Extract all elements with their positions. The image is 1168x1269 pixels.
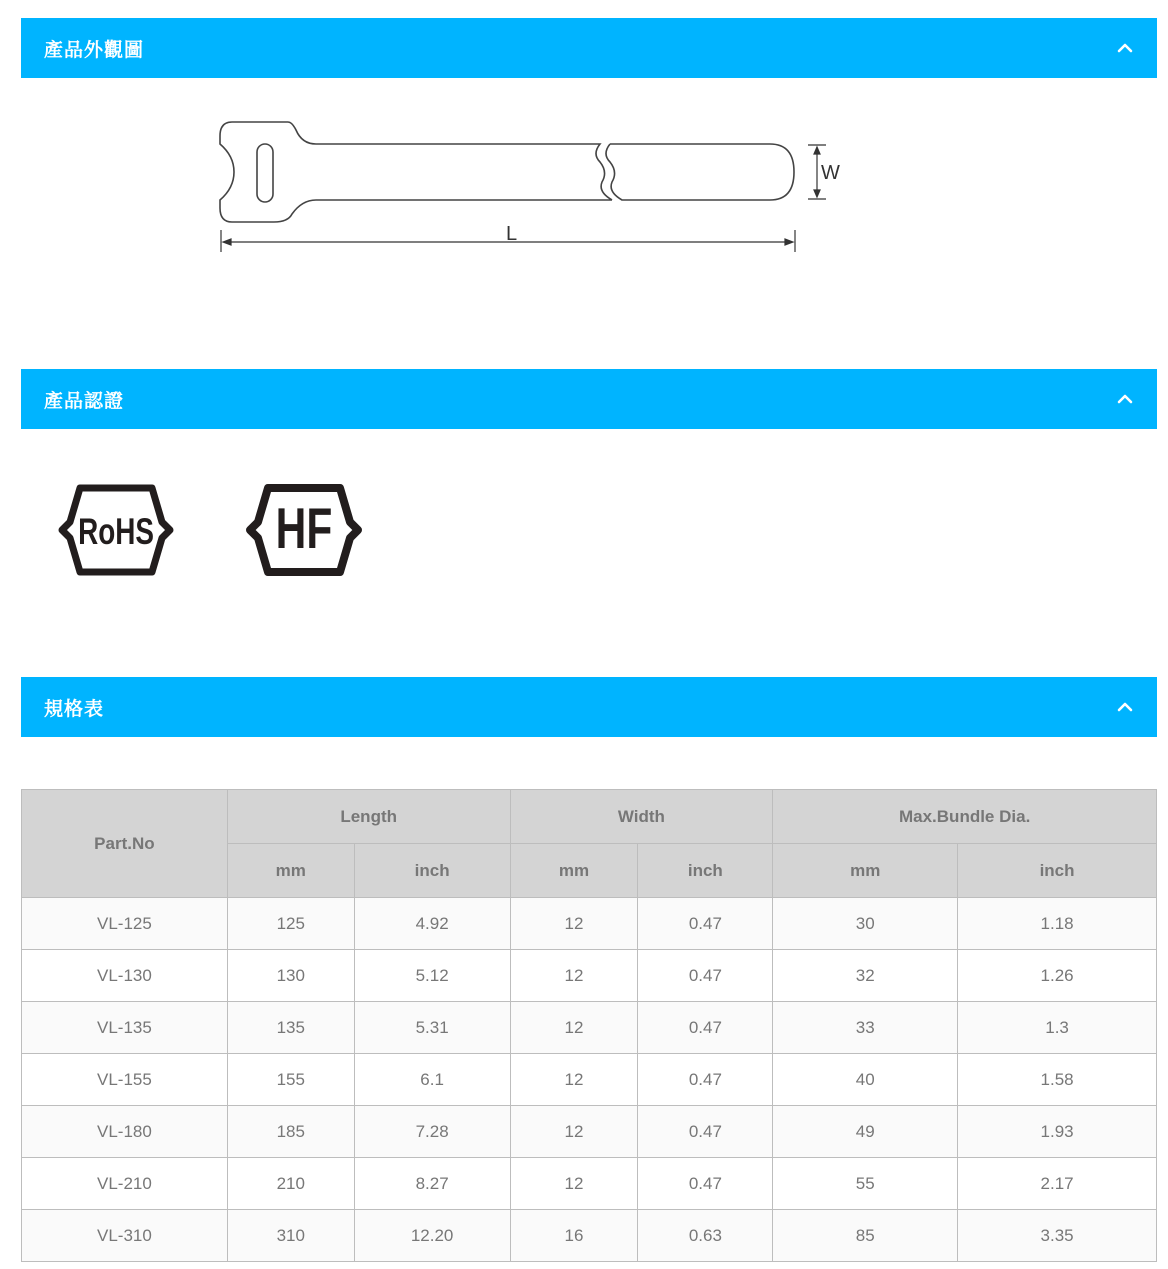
table-cell: 0.47	[638, 1106, 773, 1158]
table-cell: 0.47	[638, 1054, 773, 1106]
table-cell: 5.12	[354, 950, 510, 1002]
table-cell: 12	[510, 898, 638, 950]
part-no-cell: VL-125	[22, 898, 228, 950]
chevron-up-icon[interactable]	[1115, 389, 1135, 409]
table-cell: 310	[227, 1210, 354, 1262]
table-cell: 12	[510, 950, 638, 1002]
section-title: 產品外觀圖	[44, 38, 145, 61]
part-no-cell: VL-135	[22, 1002, 228, 1054]
table-cell: 5.31	[354, 1002, 510, 1054]
table-cell: 1.18	[958, 898, 1157, 950]
table-cell: 1.58	[958, 1054, 1157, 1106]
section-title: 產品認證	[44, 389, 125, 412]
table-cell: 4.92	[354, 898, 510, 950]
table-cell: 12.20	[354, 1210, 510, 1262]
column-group-width: Width	[510, 790, 773, 844]
table-cell: 49	[773, 1106, 958, 1158]
table-cell: 210	[227, 1158, 354, 1210]
column-header-part-no: Part.No	[22, 790, 228, 898]
table-cell: 125	[227, 898, 354, 950]
cert-label: HF	[275, 495, 333, 561]
length-label: L	[506, 223, 518, 245]
table-cell: 85	[773, 1210, 958, 1262]
unit-header: inch	[638, 844, 773, 898]
unit-header: mm	[510, 844, 638, 898]
table-cell: 12	[510, 1106, 638, 1158]
part-no-cell: VL-310	[22, 1210, 228, 1262]
table-cell: 6.1	[354, 1054, 510, 1106]
table-cell: 12	[510, 1054, 638, 1106]
table-row	[22, 1106, 1157, 1158]
table-cell: 185	[227, 1106, 354, 1158]
part-no-cell: VL-210	[22, 1158, 228, 1210]
section-header-certification[interactable]	[21, 369, 1157, 429]
unit-header: inch	[958, 844, 1157, 898]
table-cell: 32	[773, 950, 958, 1002]
spec-table	[21, 789, 1157, 1262]
section-header-appearance[interactable]	[21, 18, 1157, 78]
width-label: W	[821, 162, 840, 184]
table-cell: 0.47	[638, 1002, 773, 1054]
table-row	[22, 1054, 1157, 1106]
table-cell: 135	[227, 1002, 354, 1054]
table-cell: 2.17	[958, 1158, 1157, 1210]
section-title: 規格表	[44, 697, 105, 720]
part-no-cell: VL-130	[22, 950, 228, 1002]
table-cell: 40	[773, 1054, 958, 1106]
table-cell: 1.93	[958, 1106, 1157, 1158]
table-cell: 33	[773, 1002, 958, 1054]
part-no-cell: VL-155	[22, 1054, 228, 1106]
column-group-length: Length	[227, 790, 510, 844]
table-row	[22, 898, 1157, 950]
table-cell: 0.47	[638, 950, 773, 1002]
table-row	[22, 950, 1157, 1002]
table-cell: 7.28	[354, 1106, 510, 1158]
part-no-cell: VL-180	[22, 1106, 228, 1158]
table-row	[22, 1158, 1157, 1210]
section-header-spec[interactable]	[21, 677, 1157, 737]
column-group-bundle: Max.Bundle Dia.	[773, 790, 1157, 844]
table-cell: 30	[773, 898, 958, 950]
table-row	[22, 1002, 1157, 1054]
table-cell: 130	[227, 950, 354, 1002]
table-cell: 1.26	[958, 950, 1157, 1002]
table-cell: 55	[773, 1158, 958, 1210]
hf-badge	[246, 480, 362, 584]
cert-label: RoHS	[78, 509, 154, 552]
chevron-up-icon[interactable]	[1115, 697, 1135, 717]
table-row	[22, 1210, 1157, 1262]
table-cell: 0.47	[638, 898, 773, 950]
table-cell: 3.35	[958, 1210, 1157, 1262]
table-cell: 8.27	[354, 1158, 510, 1210]
chevron-up-icon[interactable]	[1115, 38, 1135, 58]
table-cell: 12	[510, 1158, 638, 1210]
table-cell: 0.63	[638, 1210, 773, 1262]
unit-header: mm	[227, 844, 354, 898]
table-cell: 155	[227, 1054, 354, 1106]
table-cell: 16	[510, 1210, 638, 1262]
rohs-badge	[58, 480, 174, 584]
table-cell: 1.3	[958, 1002, 1157, 1054]
product-outline-diagram	[210, 112, 870, 266]
table-cell: 0.47	[638, 1158, 773, 1210]
table-cell: 12	[510, 1002, 638, 1054]
unit-header: inch	[354, 844, 510, 898]
unit-header: mm	[773, 844, 958, 898]
